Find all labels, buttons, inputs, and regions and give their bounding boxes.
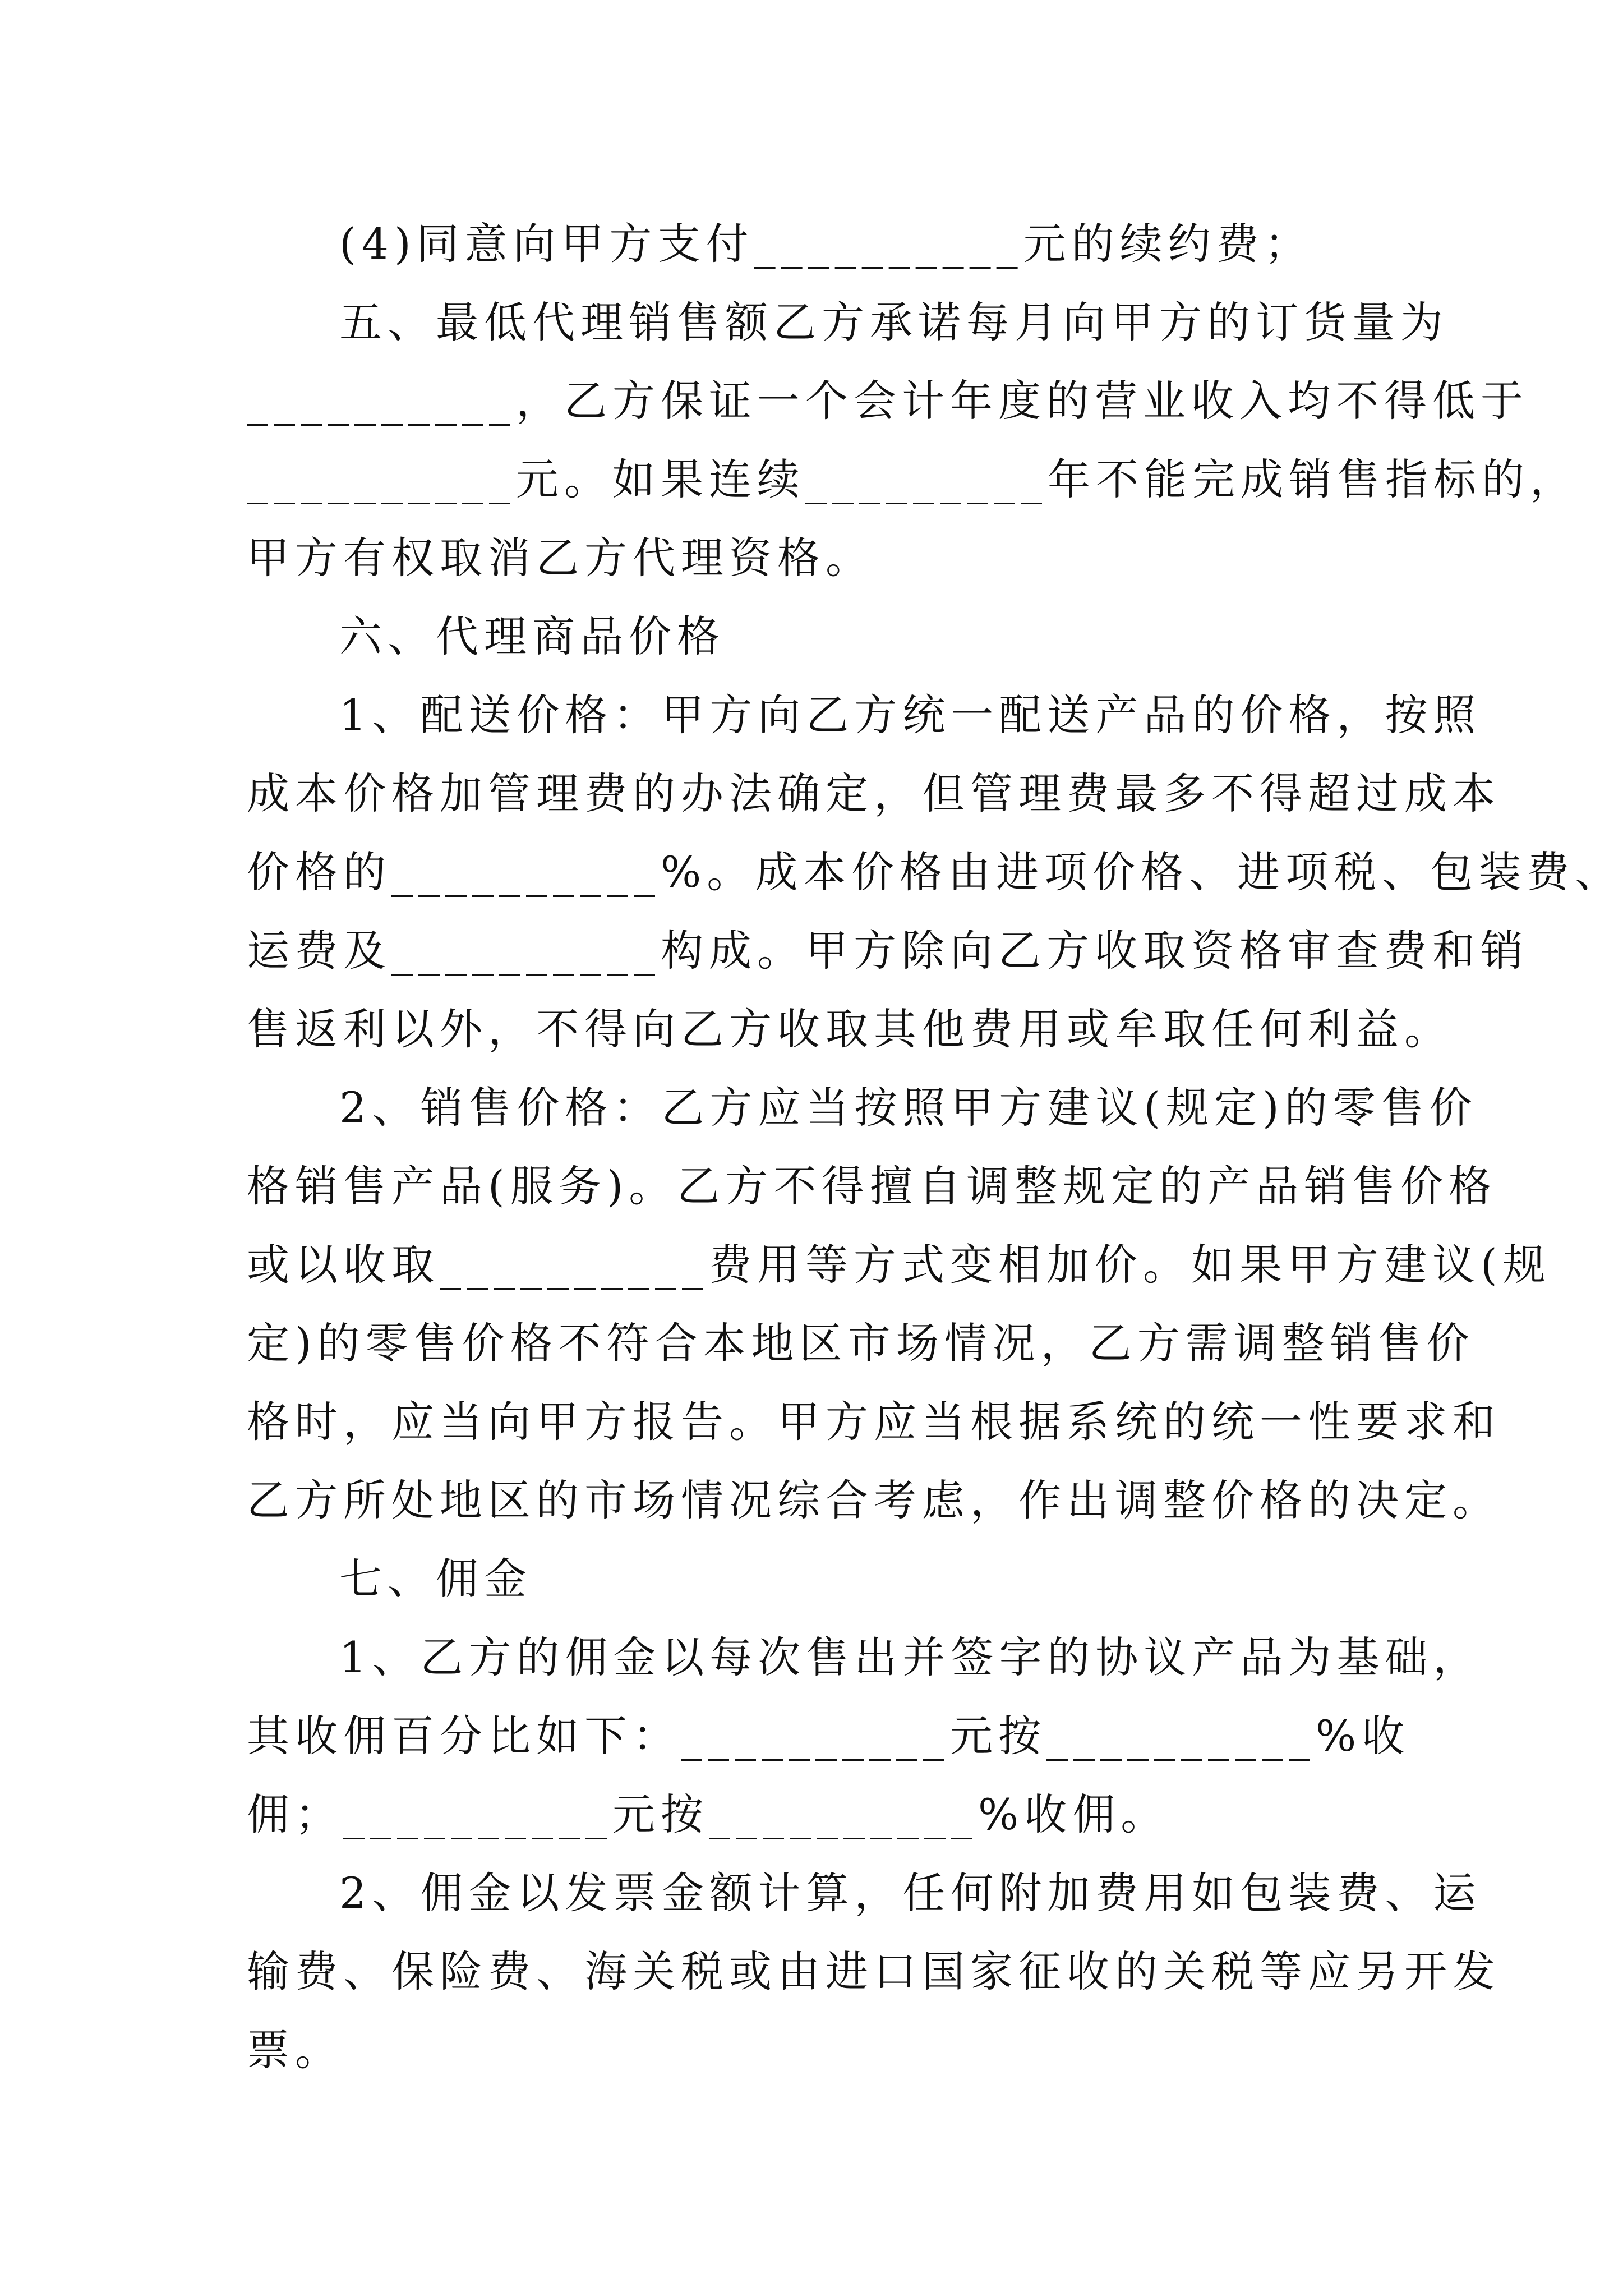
text-line: __________元。如果连续_________年不能完成销售指标的，	[247, 454, 1578, 504]
section-heading: 七、佣金	[339, 1554, 532, 1604]
text-line: 其收佣百分比如下：__________元按__________%收	[247, 1711, 1410, 1761]
text-line: 乙方所处地区的市场情况综合考虑，作出调整价格的决定。	[247, 1475, 1501, 1525]
text-line: (4)同意向甲方支付__________元的续约费；	[339, 219, 1313, 269]
text-line: 2、销售价格：乙方应当按照甲方建议(规定)的零售价	[339, 1083, 1478, 1133]
document-body	[247, 205, 1623, 2090]
text-line: 或以收取__________费用等方式变相加价。如果甲方建议(规	[247, 1240, 1551, 1290]
text-line: __________，乙方保证一个会计年度的营业收入均不得低于	[247, 376, 1529, 426]
text-line: 1、配送价格：甲方向乙方统一配送产品的价格，按照	[339, 690, 1482, 740]
text-line: 甲方有权取消乙方代理资格。	[247, 533, 874, 583]
text-line: 运费及__________构成。甲方除向乙方收取资格审查费和销	[247, 926, 1529, 976]
text-line: 票。	[247, 2025, 343, 2075]
text-line: 五、最低代理销售额乙方承诺每月向甲方的订货量为	[339, 297, 1449, 347]
text-line: 2、佣金以发票金额计算，任何附加费用如包装费、运	[339, 1868, 1482, 1918]
text-line: 售返利以外，不得向乙方收取其他费用或牟取任何利益。	[247, 1004, 1453, 1054]
text-line: 格销售产品(服务)。乙方不得擅自调整规定的产品销售价格	[247, 1161, 1497, 1211]
text-line: 格时，应当向甲方报告。甲方应当根据系统的统一性要求和	[247, 1397, 1501, 1447]
text-line: 佣；__________元按__________%收佣。	[247, 1789, 1169, 1839]
text-line: 成本价格加管理费的办法确定，但管理费最多不得超过成本	[247, 769, 1501, 818]
text-line: 1、乙方的佣金以每次售出并签字的协议产品为基础，	[339, 1632, 1482, 1682]
text-line: 定)的零售价格不符合本地区市场情况，乙方需调整销售价	[247, 1318, 1475, 1368]
text-line: 价格的__________%。成本价格由进项价格、进项税、包装费、	[247, 847, 1623, 897]
section-heading: 六、代理商品价格	[339, 611, 725, 661]
text-line: 输费、保险费、海关税或由进口国家征收的关税等应另开发	[247, 1947, 1501, 1996]
